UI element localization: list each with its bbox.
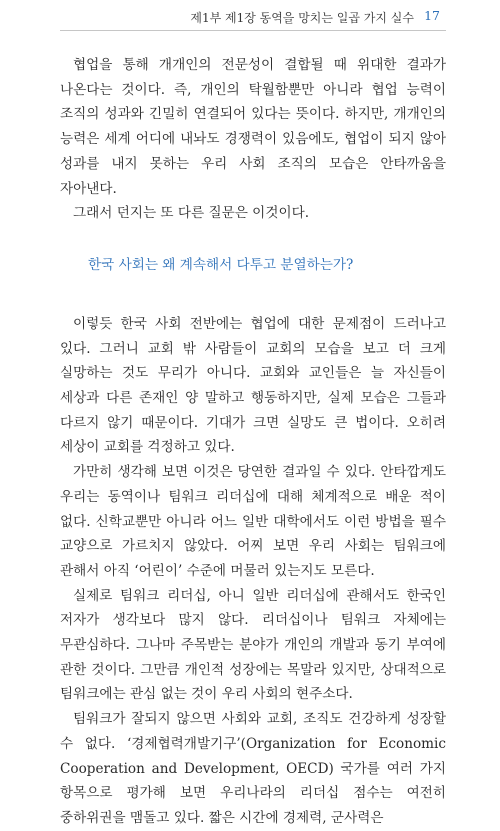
page-body: [60, 53, 446, 831]
paragraph: 실제로 팀워크 리더십, 아니 일반 리더십에 관해서도 한국인 저자가 생각보다 많지 않다. 리더십이나 팀워크 자체에는 무관심하다. 그나마 주목받는 분야가 개인의 개발과 동기 부여에 관한 것이다. 그만큼 개인적 성장에는 목말라 있지만, 상대적으로 팀워크에는 관심 없는 것이 우리 사회의 현주소다.: [60, 587, 446, 703]
page-number: 17: [424, 8, 440, 23]
paragraph: 팀워크가 잘되지 않으면 사회와 교회, 조직도 건강하게 성장할 수 없다. ‘경제협력개발기구’(Organization for Economic Cooperation and Development, OECD) 국가를 여러 가지 항목으로 평가해 보면 우리나라의 리더십 점수는 여전히 중하위권을 맴돌고 있다. 짧은 시간에 경제력, 군사력은: [60, 711, 446, 826]
section-heading: 한국 사회는 왜 계속해서 다투고 분열하는가?: [88, 256, 354, 273]
running-title: 제1부 제1장 동역을 망치는 일곱 가지 실수: [190, 11, 414, 25]
paragraph: 협업을 통해 개개인의 전문성이 결합될 때 위대한 결과가 나온다는 것이다. 즉, 개인의 탁월함뿐만 아니라 협업 능력이 조직의 성과와 긴밀히 연결되어 있다는 뜻이다. 하지만, 개개인의 능력은 세계 어디에 내놔도 경쟁력이 있음에도, 협업이 되지 않아 성과를 내지 못하는 우리 사회 조직의 모습은 안타까움을 자아낸다.: [60, 57, 446, 197]
header-divider: [60, 30, 446, 31]
paragraph: 그래서 던지는 또 다른 질문은 이것이다.: [73, 205, 310, 222]
paragraph: 가만히 생각해 보면 이것은 당연한 결과일 수 있다. 안타깝게도 우리는 동역이나 팀워크 리더십에 대해 체계적으로 배운 적이 없다. 신학교뿐만 아니라 어느 일반 대학에서도 이런 방법을 필수 교양으로 가르치지 않았다. 어찌 보면 우리 사회는 팀워크에 관해서 아직 ‘어린이’ 수준에 머물러 있는지도 모른다.: [60, 464, 446, 579]
paragraph: 이렇듯 한국 사회 전반에는 협업에 대한 문제점이 드러나고 있다. 그러니 교회 밖 사람들이 교회의 모습을 보고 더 크게 실망하는 것도 무리가 아니다. 교회와 교인들은 늘 자신들이 세상과 다른 존재인 양 말하고 행동하지만, 실제 모습은 그들과 다르지 않기 때문이다. 기대가 크면 실망도 큰 법이다. 오히려 세상이 교회를 걱정하고 있다.: [60, 315, 446, 456]
